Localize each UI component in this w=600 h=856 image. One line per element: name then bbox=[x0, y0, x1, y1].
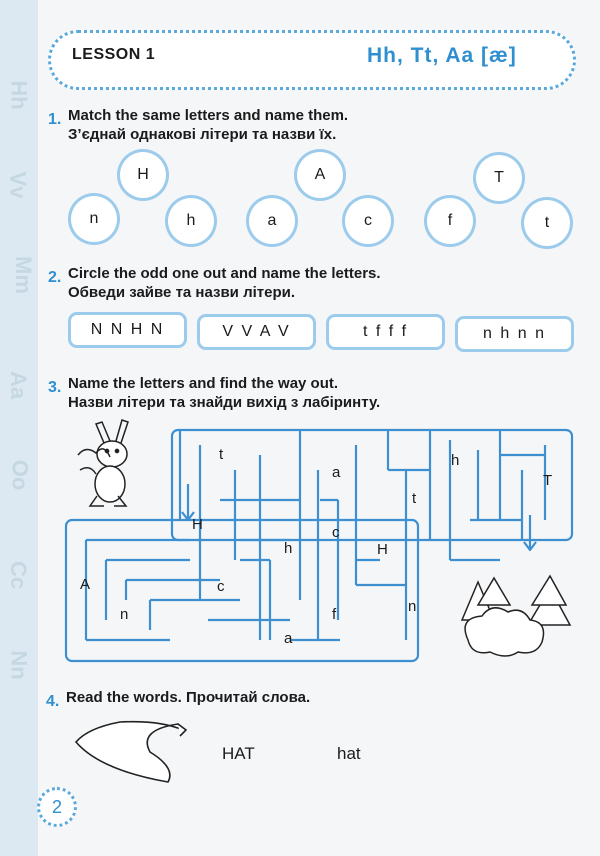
task-line-en: Name the letters and find the way out. bbox=[68, 375, 339, 392]
match-circle-bottom[interactable]: h bbox=[168, 198, 214, 244]
maze-letter: T bbox=[543, 472, 553, 489]
maze-letter: t bbox=[219, 446, 224, 463]
task-line-uk: З’єднай однакові літери та назви їх. bbox=[68, 126, 337, 143]
maze-letter: a bbox=[284, 630, 293, 647]
task-number: 3. bbox=[48, 379, 62, 396]
maze-letter: H bbox=[377, 541, 388, 558]
odd-one-out-box[interactable]: n h n n bbox=[455, 316, 574, 352]
odd-one-out-box[interactable]: N N H N bbox=[68, 312, 187, 348]
match-circle-bottom[interactable]: n bbox=[71, 196, 117, 242]
margin-letter: Cc bbox=[6, 560, 32, 590]
task-line: Read the words. Прочитай слова. bbox=[66, 689, 311, 706]
forest-illustration bbox=[462, 576, 570, 656]
task-line-en: Match the same letters and name them. bbox=[68, 107, 349, 124]
match-circle-bottom[interactable]: t bbox=[524, 200, 570, 246]
maze-letter: f bbox=[332, 606, 337, 623]
margin-letter: Vv bbox=[5, 171, 31, 199]
margin-letter: Oo bbox=[7, 459, 33, 491]
match-circle-top[interactable]: T bbox=[476, 155, 522, 201]
task-number: 4. bbox=[46, 693, 60, 710]
page-number: 2 bbox=[37, 787, 77, 827]
maze-letter: n bbox=[120, 606, 129, 623]
lesson-title: Hh, Tt, Aa [æ] bbox=[367, 44, 517, 67]
maze-letter: A bbox=[80, 576, 91, 593]
maze-letter: c bbox=[217, 578, 225, 595]
maze-letter: a bbox=[332, 464, 341, 481]
odd-one-out-box[interactable]: V V A V bbox=[197, 314, 316, 350]
maze-letter: h bbox=[284, 540, 293, 557]
margin-letter: Nn bbox=[6, 650, 32, 680]
task-4-instructions bbox=[46, 688, 311, 710]
maze-letter: c bbox=[332, 524, 340, 541]
lesson-label: LESSON 1 bbox=[72, 46, 156, 63]
task-line-uk: Обведи зайве та назви літери. bbox=[68, 284, 296, 301]
task-line-en: Circle the odd one out and name the letters. bbox=[68, 265, 381, 282]
word-lowercase: hat bbox=[337, 744, 361, 763]
task-line-uk: Назви літери та знайди вихід з лабіринту. bbox=[68, 394, 381, 411]
margin-letter: Hh bbox=[6, 80, 32, 110]
bunny-illustration bbox=[78, 420, 128, 506]
word-uppercase: HAT bbox=[222, 744, 255, 763]
maze-letter: t bbox=[412, 490, 417, 507]
task-number: 2. bbox=[48, 269, 62, 286]
match-circle-bottom[interactable]: c bbox=[345, 198, 391, 244]
margin-letter: Mm bbox=[10, 256, 36, 294]
match-circle-bottom[interactable]: a bbox=[249, 198, 295, 244]
maze-letter: h bbox=[451, 452, 460, 469]
match-circle-bottom[interactable]: f bbox=[427, 198, 473, 244]
match-circle-top[interactable]: A bbox=[297, 152, 343, 198]
odd-one-out-box[interactable]: t f f f bbox=[326, 314, 445, 350]
match-circle-top[interactable]: H bbox=[120, 152, 166, 198]
maze-letter: n bbox=[408, 598, 417, 615]
margin-letter: Aa bbox=[6, 370, 32, 400]
hat-illustration bbox=[76, 722, 186, 782]
maze-letter: H bbox=[192, 516, 203, 533]
task-number: 1. bbox=[48, 111, 62, 128]
